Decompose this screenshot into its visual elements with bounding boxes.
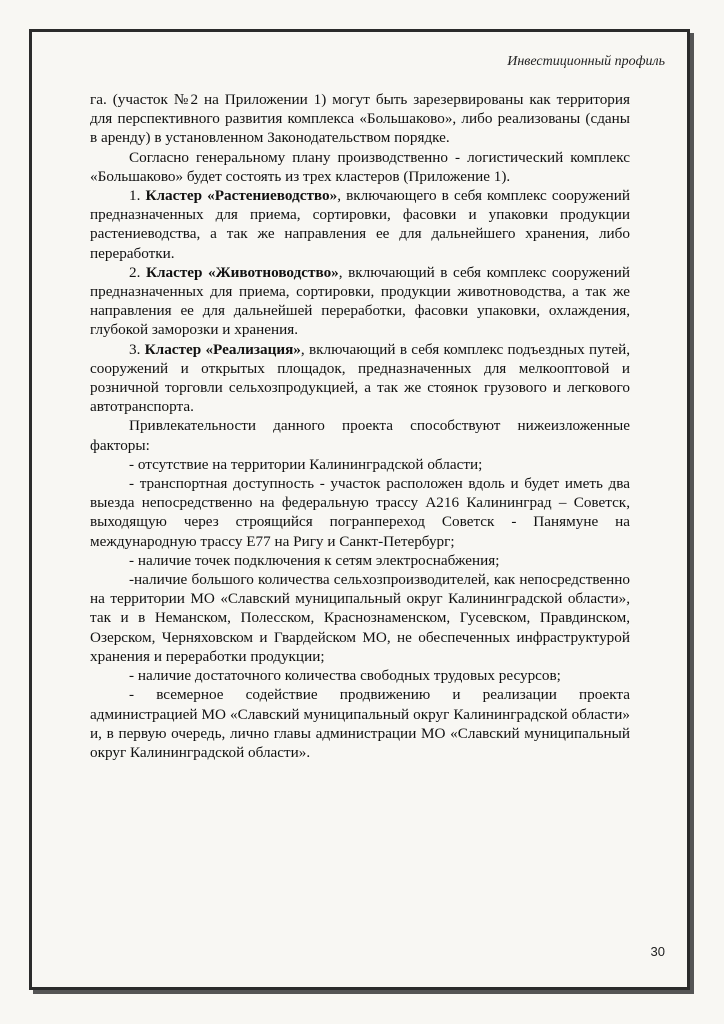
cluster-number: 1. (129, 187, 146, 205)
factor-item: - наличие точек подключения к сетям электроснабжения; (129, 551, 500, 569)
factor-item: - отсутствие на территории Калининградской области; (129, 455, 483, 473)
cluster-number: 2. (129, 263, 146, 281)
paragraph-land-reserve: га. (участок №2 на Приложении 1) могут быть зарезервированы как территория для перспективного развития комплекса «Большаково», либо реализованы (сданы в аренду) в установленном Законодательством порядке. (90, 91, 630, 147)
factor-item: - наличие достаточного количества свободных трудовых ресурсов; (129, 667, 561, 685)
cluster-title: Кластер «Реализация» (144, 340, 301, 358)
factor-item: - всемерное содействие продвижению и реализации проекта администрацией МО «Славский муниципальный округ Калининградской области» и, в первую очередь, лично главы администрации МО «Славский муниципальный округ Калининградской области». (90, 686, 630, 761)
cluster-description: , включающего в себя комплекс сооружений предназначенных для приема, сортировки, фасовки и упаковки продукции растениеводства, а так же направления ее для дальнейшего хранения, либо переработки. (90, 187, 630, 262)
page-number: 30 (650, 944, 665, 959)
paragraph-general-plan: Согласно генеральному плану производственно - логистический комплекс «Большаково» будет состоять из трех кластеров (Приложение 1). (90, 148, 630, 185)
document-body (90, 90, 630, 762)
cluster-livestock (90, 263, 630, 340)
cluster-title: Кластер «Животноводство» (145, 263, 339, 281)
page-frame (29, 29, 690, 990)
paragraph-factors-intro: Привлекательности данного проекта способствуют нижеизложенные факторы: (90, 417, 630, 454)
cluster-title: Кластер «Растениеводство» (145, 187, 338, 205)
cluster-sales (90, 340, 630, 417)
factor-item: -наличие большого количества сельхозпроизводителей, как непосредственно на территории МО «Славский муниципальный округ Калининградской области», так и в Неманском, Полесском, Краснознаменском, Гусевском, Правдинском, Озерском, Черняховском и Гвардейском МО, не обеспеченных инфраструктурой хранения и переработки продукции; (90, 571, 630, 665)
cluster-description: , включающий в себя комплекс сооружений предназначенных для приема, сортировки, продукции животноводства, а так же направления ее для дальнейшей переработки, фасовки упаковки, охлаждения, глубокой заморозки и хранения. (90, 263, 631, 339)
cluster-crop-production (90, 186, 630, 263)
factor-item: - транспортная доступность - участок расположен вдоль и будет иметь два выезда непосредственно на федеральную трассу А216 Калининград – Советск, выходящую через строящийся погранпереход Советск - Панямуне на международную трассу Е77 на Ригу и Санкт-Петербург; (90, 475, 630, 550)
cluster-number: 3. (129, 340, 145, 358)
page-header: Инвестиционный профиль (507, 54, 665, 69)
cluster-description: , включающий в себя комплекс подъездных путей, сооружений и открытых площадок, предназначенных для мелкооптовой и розничной торговли сельхозпродукцией, а так же стоянок грузового и легкового автотранспорта. (90, 340, 630, 416)
